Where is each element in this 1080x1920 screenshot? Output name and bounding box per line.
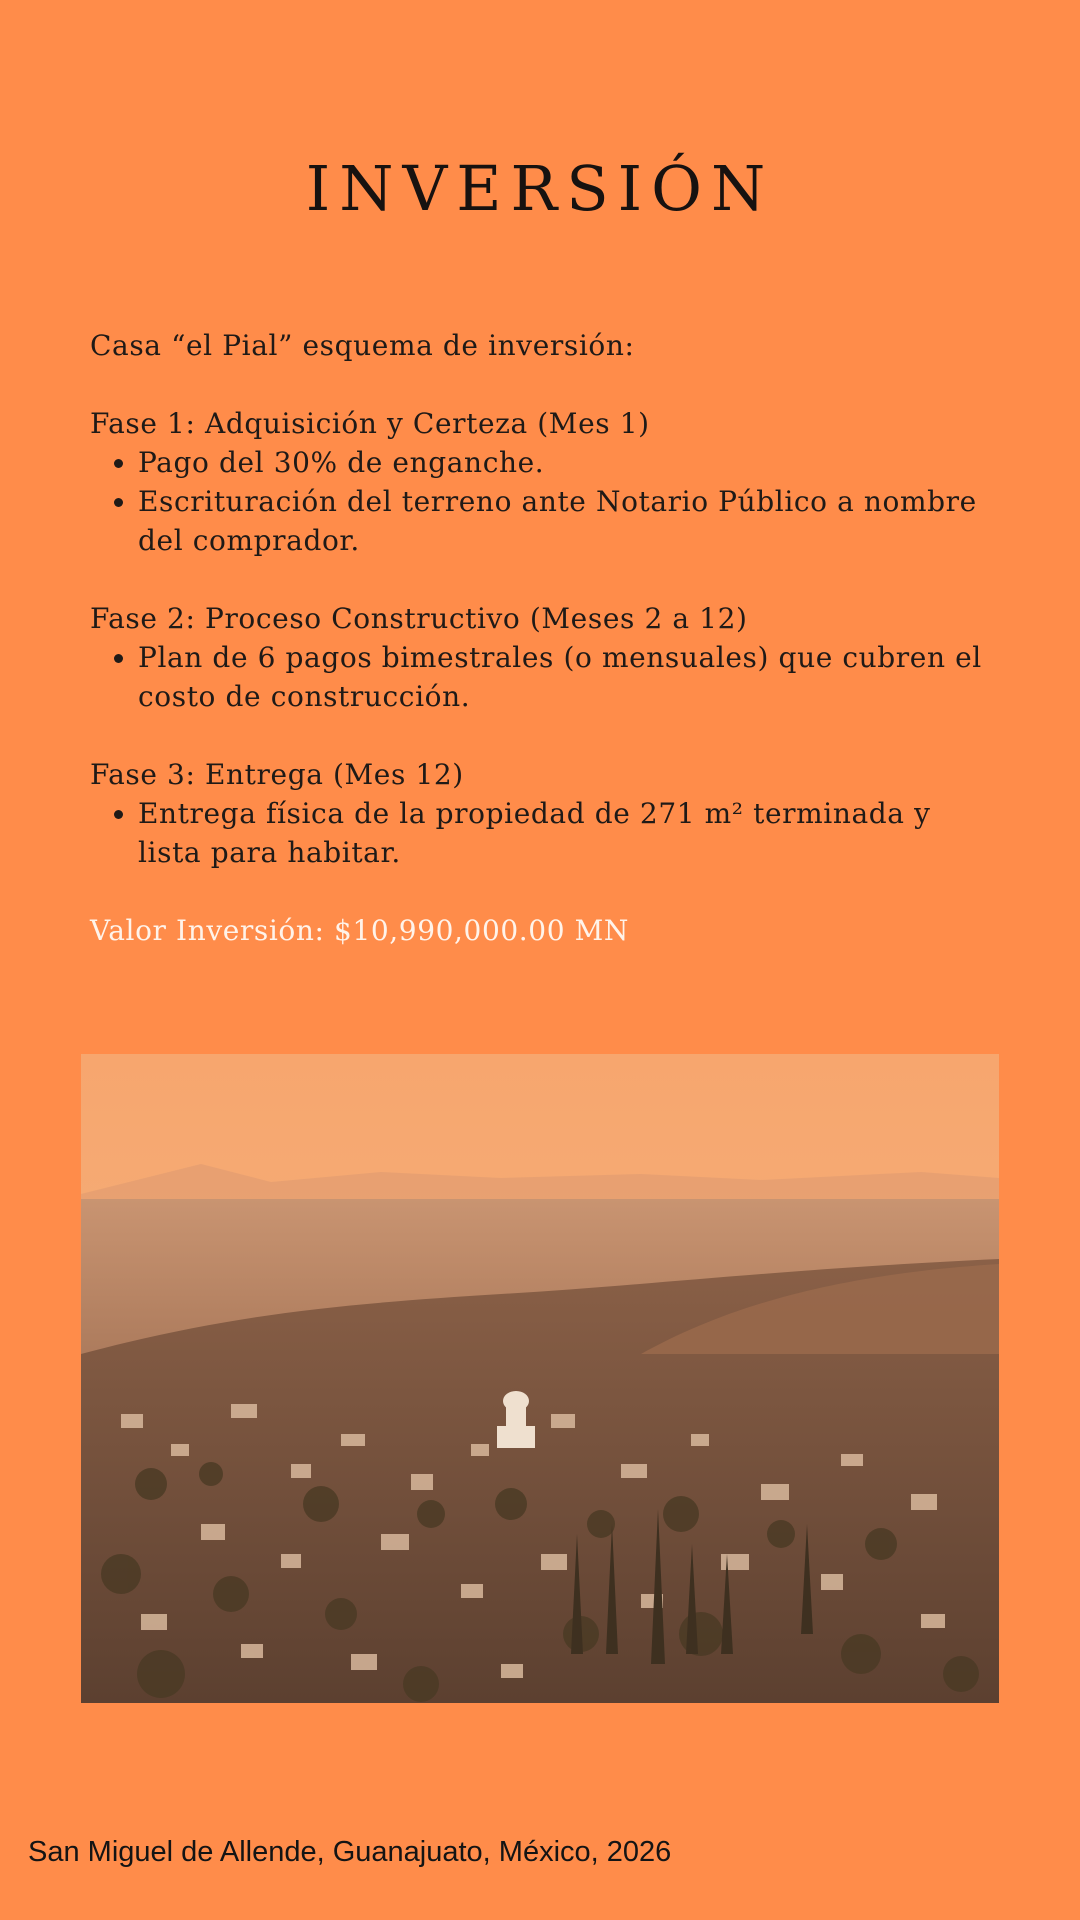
list-item: • Plan de 6 pagos bimestrales (o mensuales) que cubren el costo de construcción. <box>138 638 990 716</box>
list-item: • Pago del 30% de enganche. <box>138 443 990 482</box>
intro-text: Casa “el Pial” esquema de inversión: <box>90 329 635 362</box>
phase-2-bullets <box>90 638 990 716</box>
phase-3-title: Fase 3: Entrega (Mes 12) <box>90 758 464 791</box>
phase-1 <box>90 404 990 560</box>
footer-location: San Miguel de Allende, Guanajuato, México, 2026 <box>28 1836 672 1868</box>
city-landscape-photo <box>81 1054 999 1703</box>
phase-3-bullets <box>90 794 990 872</box>
phase-3 <box>90 755 990 872</box>
list-item: • Escrituración del terreno ante Notario Público a nombre del comprador. <box>138 482 990 560</box>
city-landscape-illustration <box>81 1054 999 1703</box>
investment-content <box>90 326 990 950</box>
investment-value: Valor Inversión: $10,990,000.00 MN <box>90 914 629 947</box>
phase-1-bullets <box>90 443 990 560</box>
page-title: INVERSIÓN <box>305 152 775 225</box>
phase-2 <box>90 599 990 716</box>
phase-1-title: Fase 1: Adquisición y Certeza (Mes 1) <box>90 407 650 440</box>
list-item: • Entrega física de la propiedad de 271 m² terminada y lista para habitar. <box>138 794 990 872</box>
phase-2-title: Fase 2: Proceso Constructivo (Meses 2 a 12) <box>90 602 748 635</box>
